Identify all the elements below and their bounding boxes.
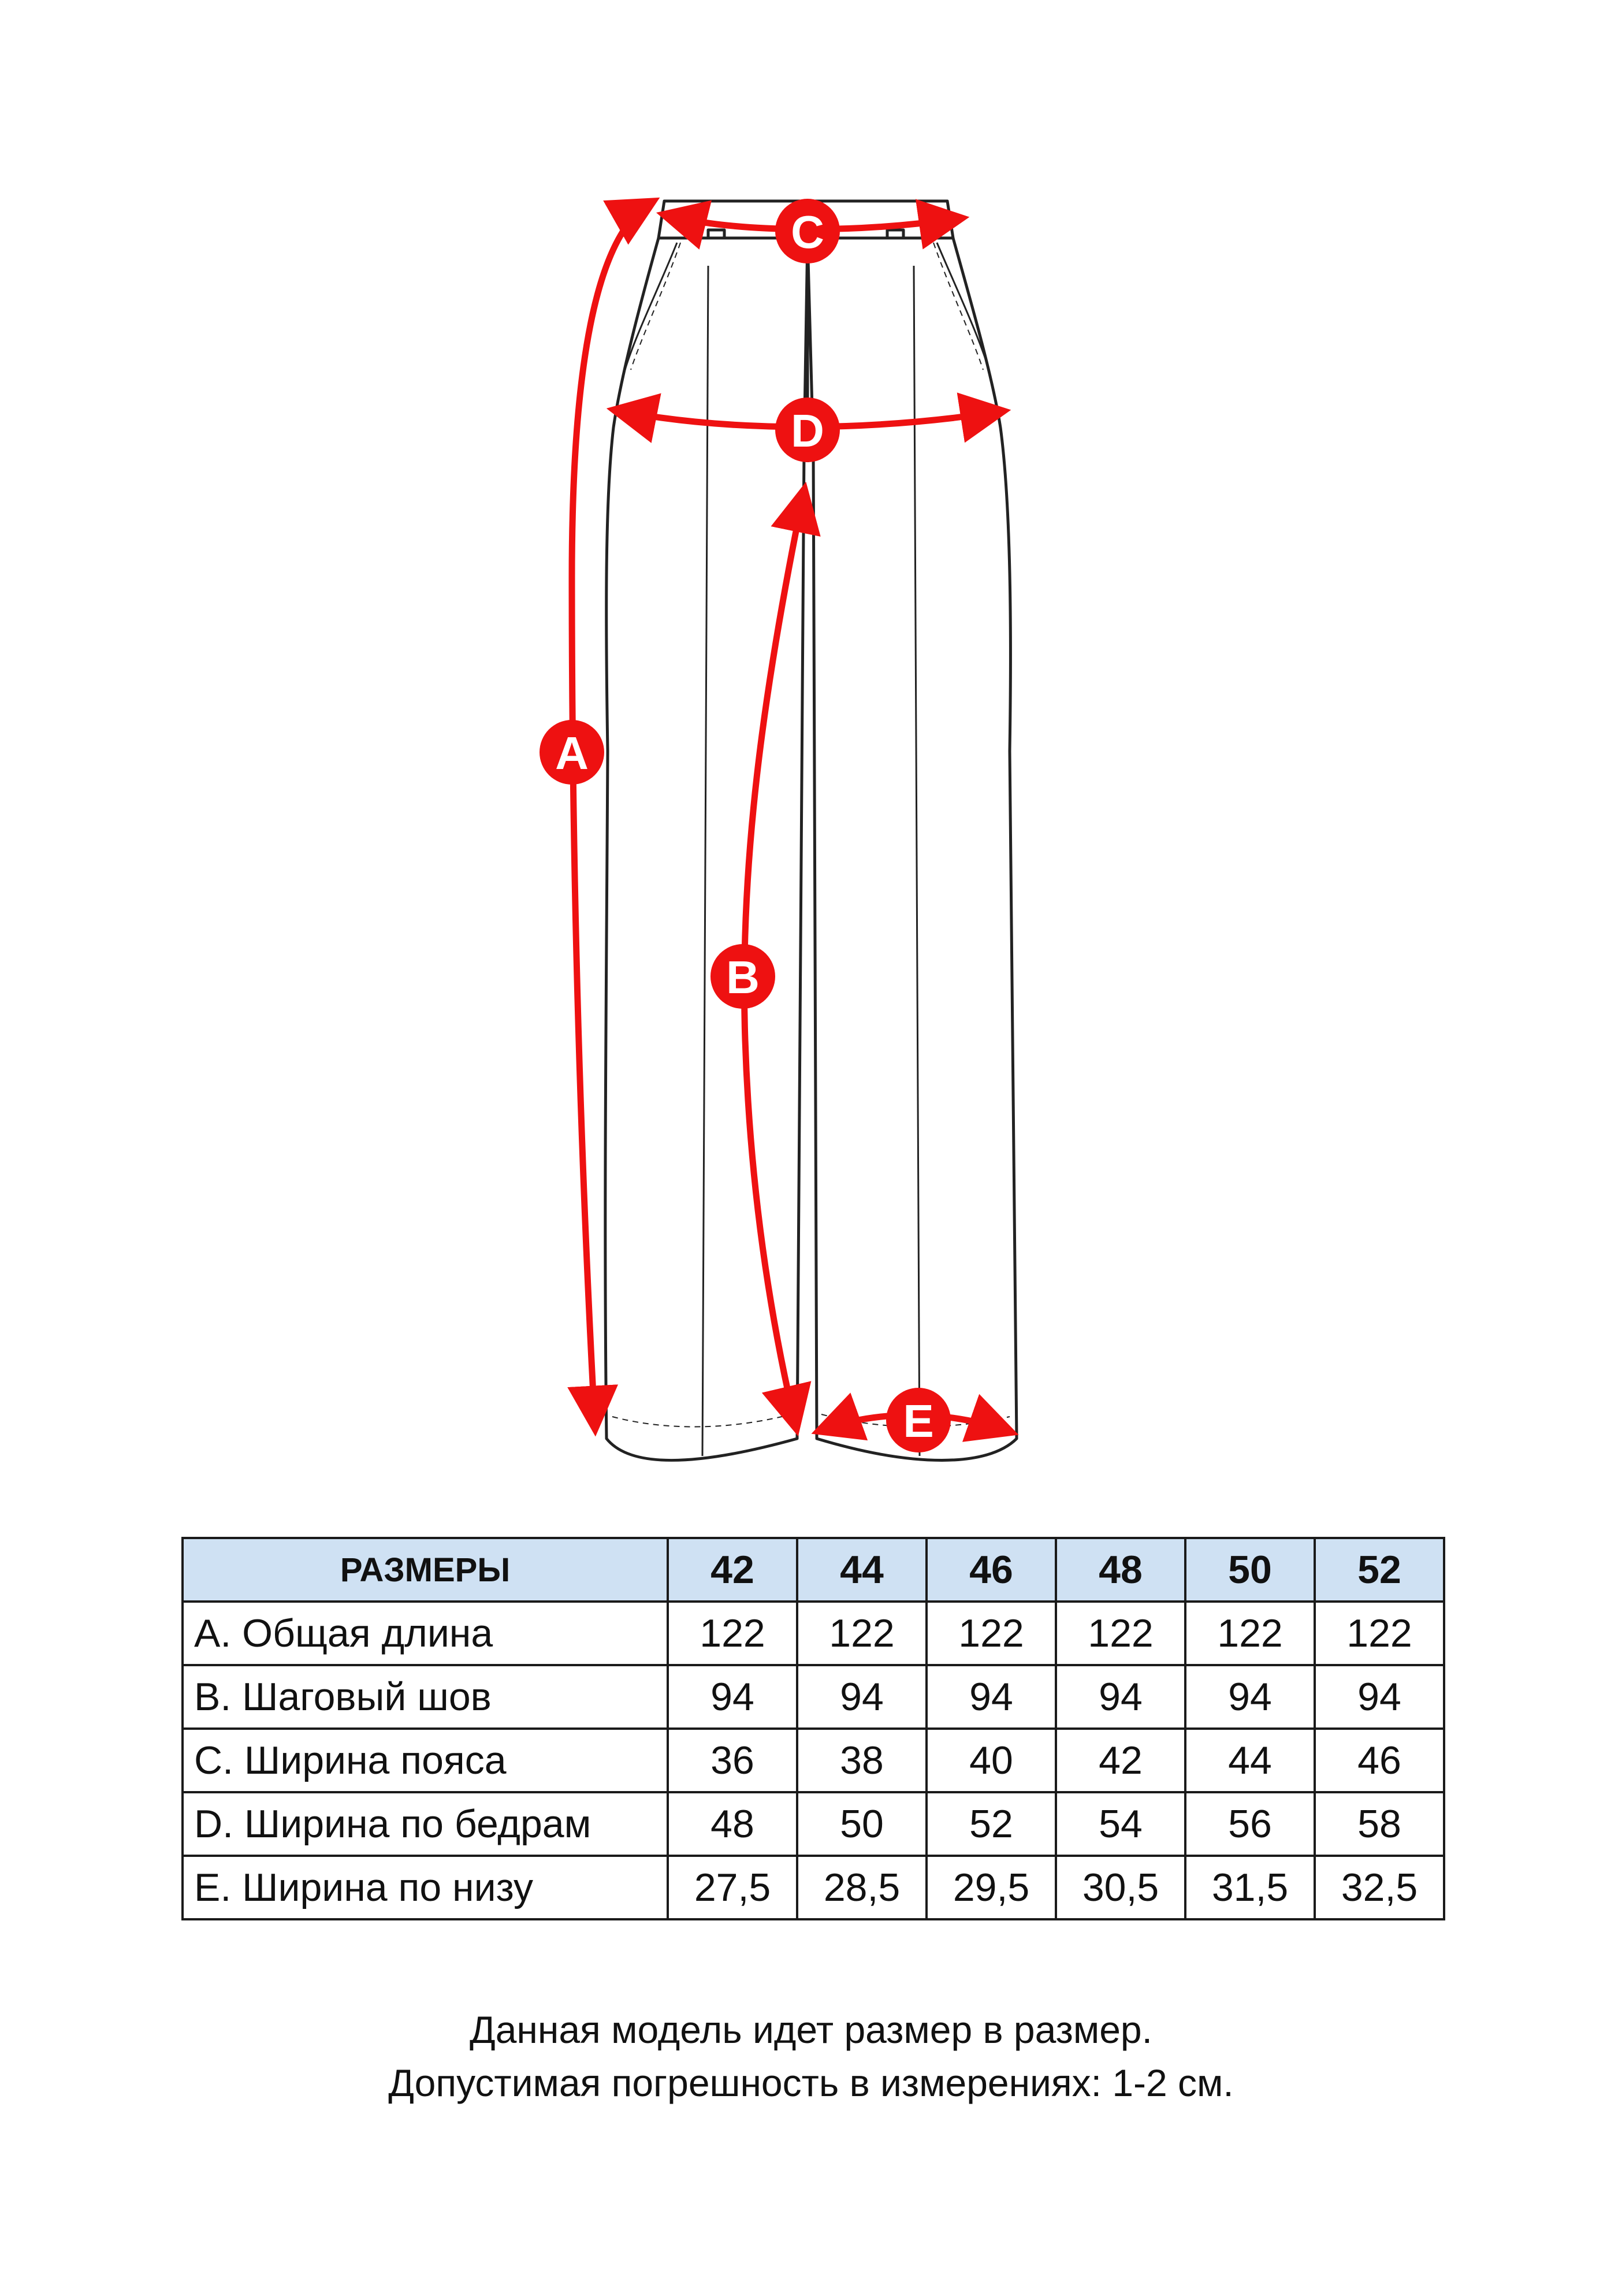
table-cell: 31,5 (1185, 1856, 1315, 1919)
table-cell: 122 (1056, 1602, 1185, 1665)
row-label: A. Общая длина (183, 1602, 668, 1665)
table-cell: 94 (1315, 1665, 1444, 1729)
row-label: D. Ширина по бедрам (183, 1792, 668, 1856)
header-size: 52 (1315, 1538, 1444, 1602)
table-cell: 48 (668, 1792, 797, 1856)
fit-note: Данная модель идет размер в размер. (470, 2008, 1152, 2051)
table-row (183, 1792, 1444, 1856)
table-cell: 44 (1185, 1729, 1315, 1792)
table-cell: 42 (1056, 1729, 1185, 1792)
table-cell: 94 (927, 1665, 1056, 1729)
trousers-sketch (605, 201, 1017, 1461)
table-cell: 36 (668, 1729, 797, 1792)
table-row (183, 1856, 1444, 1919)
table-cell: 122 (927, 1602, 1056, 1665)
svg-text:E: E (903, 1395, 934, 1447)
table-cell: 28,5 (797, 1856, 927, 1919)
table-cell: 94 (668, 1665, 797, 1729)
table-cell: 58 (1315, 1792, 1444, 1856)
header-size: 48 (1056, 1538, 1185, 1602)
table-row (183, 1602, 1444, 1665)
table-cell: 27,5 (668, 1856, 797, 1919)
table-row (183, 1665, 1444, 1729)
table-cell: 122 (1185, 1602, 1315, 1665)
marker-d (775, 397, 840, 462)
row-label: C. Ширина пояса (183, 1729, 668, 1792)
header-sizes-label: РАЗМЕРЫ (183, 1538, 668, 1602)
header-size: 44 (797, 1538, 927, 1602)
table-cell: 94 (1056, 1665, 1185, 1729)
size-chart-table (181, 1537, 1445, 1920)
tolerance-note: Допустимая погрешность в измерениях: 1-2 см. (388, 2061, 1234, 2104)
table-cell: 56 (1185, 1792, 1315, 1856)
table-header-row (183, 1538, 1444, 1602)
marker-a (540, 720, 604, 785)
table-cell: 40 (927, 1729, 1056, 1792)
svg-text:B: B (726, 952, 760, 1003)
table-cell: 52 (927, 1792, 1056, 1856)
table-cell: 122 (668, 1602, 797, 1665)
header-size: 46 (927, 1538, 1056, 1602)
row-label: E. Ширина по низу (183, 1856, 668, 1919)
table-cell: 54 (1056, 1792, 1185, 1856)
svg-text:A: A (555, 727, 589, 779)
table-cell: 94 (1185, 1665, 1315, 1729)
table-cell: 94 (797, 1665, 927, 1729)
marker-b (710, 944, 775, 1009)
row-label: B. Шаговый шов (183, 1665, 668, 1729)
svg-text:C: C (791, 206, 824, 258)
table-cell: 122 (1315, 1602, 1444, 1665)
table-cell: 46 (1315, 1729, 1444, 1792)
header-size: 42 (668, 1538, 797, 1602)
marker-e (886, 1388, 951, 1452)
table-cell: 30,5 (1056, 1856, 1185, 1919)
table-cell: 29,5 (927, 1856, 1056, 1919)
table-row (183, 1729, 1444, 1792)
table-cell: 32,5 (1315, 1856, 1444, 1919)
header-size: 50 (1185, 1538, 1315, 1602)
marker-c (775, 199, 840, 263)
svg-text:D: D (791, 405, 824, 456)
table-cell: 50 (797, 1792, 927, 1856)
table-cell: 38 (797, 1729, 927, 1792)
table-cell: 122 (797, 1602, 927, 1665)
